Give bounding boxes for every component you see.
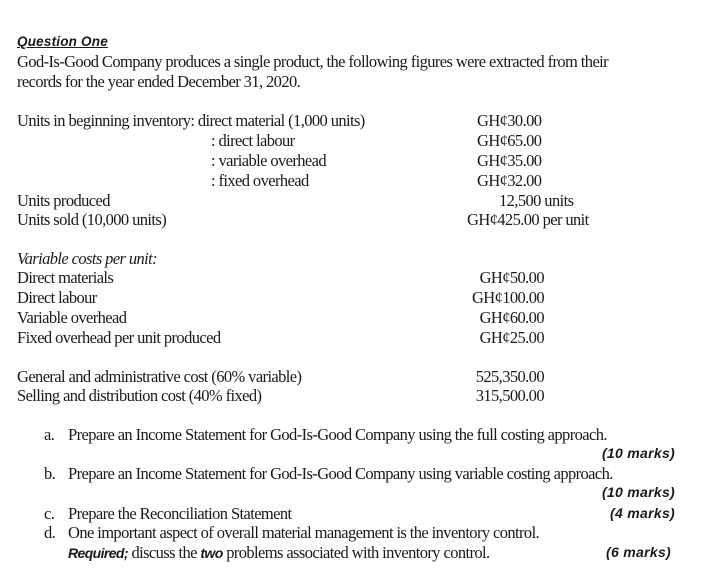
other-cost-label: Selling and distribution cost (40% fixed) xyxy=(17,386,262,405)
inventory-value-fixed-overhead: GH¢32.00 xyxy=(477,171,542,190)
required-line xyxy=(68,543,490,563)
inventory-sub-fixed-overhead: : fixed overhead xyxy=(211,171,309,190)
units-produced-value: 12,500 units xyxy=(499,191,574,210)
required-emph: two xyxy=(200,545,223,561)
question-marks: (6 marks) xyxy=(606,544,671,560)
variable-cost-value: GH¢60.00 xyxy=(479,308,544,327)
variable-cost-label: Direct materials xyxy=(17,268,114,287)
required-pre: discuss the xyxy=(127,543,201,562)
question-text: One important aspect of overall material management is the inventory control. xyxy=(68,523,540,542)
question-marks: (10 marks) xyxy=(601,484,675,500)
units-produced-label: Units produced xyxy=(17,191,110,210)
other-cost-value: 525,350.00 xyxy=(475,367,544,386)
variable-cost-label: Direct labour xyxy=(17,288,97,307)
inventory-value-direct-labour: GH¢65.00 xyxy=(477,131,542,150)
intro-line-1: God-Is-Good Company produces a single product, the following figures were extracted from their xyxy=(17,52,609,71)
required-post: problems associated with inventory control. xyxy=(222,543,490,562)
inventory-label: Units in beginning inventory: direct material (1,000 units) xyxy=(17,111,365,130)
intro-line-2: records for the year ended December 31, 2020. xyxy=(17,72,301,91)
question-letter: d. xyxy=(44,523,56,542)
inventory-sub-variable-overhead: : variable overhead xyxy=(211,151,327,170)
units-sold-value: GH¢425.00 per unit xyxy=(467,210,589,229)
question-text: Prepare an Income Statement for God-Is-Good Company using variable costing approach. xyxy=(68,464,613,483)
question-text: Prepare an Income Statement for God-Is-Good Company using the full costing approach. xyxy=(68,425,607,444)
question-letter: a. xyxy=(44,425,55,444)
inventory-value-variable-overhead: GH¢35.00 xyxy=(477,151,542,170)
variable-cost-value: GH¢25.00 xyxy=(479,328,544,347)
variable-cost-value: GH¢100.00 xyxy=(471,288,544,307)
other-cost-label: General and administrative cost (60% variable) xyxy=(17,367,302,386)
question-letter: b. xyxy=(44,464,56,483)
question-marks: (4 marks) xyxy=(610,505,675,521)
question-marks: (10 marks) xyxy=(601,445,675,461)
inventory-value-direct-material: GH¢30.00 xyxy=(477,111,542,130)
variable-costs-heading: Variable costs per unit: xyxy=(17,249,158,268)
question-heading: Question One xyxy=(17,34,108,49)
variable-cost-label: Variable overhead xyxy=(17,308,127,327)
other-cost-value: 315,500.00 xyxy=(475,386,544,405)
variable-cost-value: GH¢50.00 xyxy=(479,268,544,287)
question-text: Prepare the Reconciliation Statement xyxy=(68,504,292,523)
required-label: Required; xyxy=(68,545,128,561)
variable-cost-label: Fixed overhead per unit produced xyxy=(17,328,221,347)
question-letter: c. xyxy=(44,504,55,523)
units-sold-label: Units sold (10,000 units) xyxy=(17,210,167,229)
inventory-sub-direct-labour: : direct labour xyxy=(211,131,295,150)
